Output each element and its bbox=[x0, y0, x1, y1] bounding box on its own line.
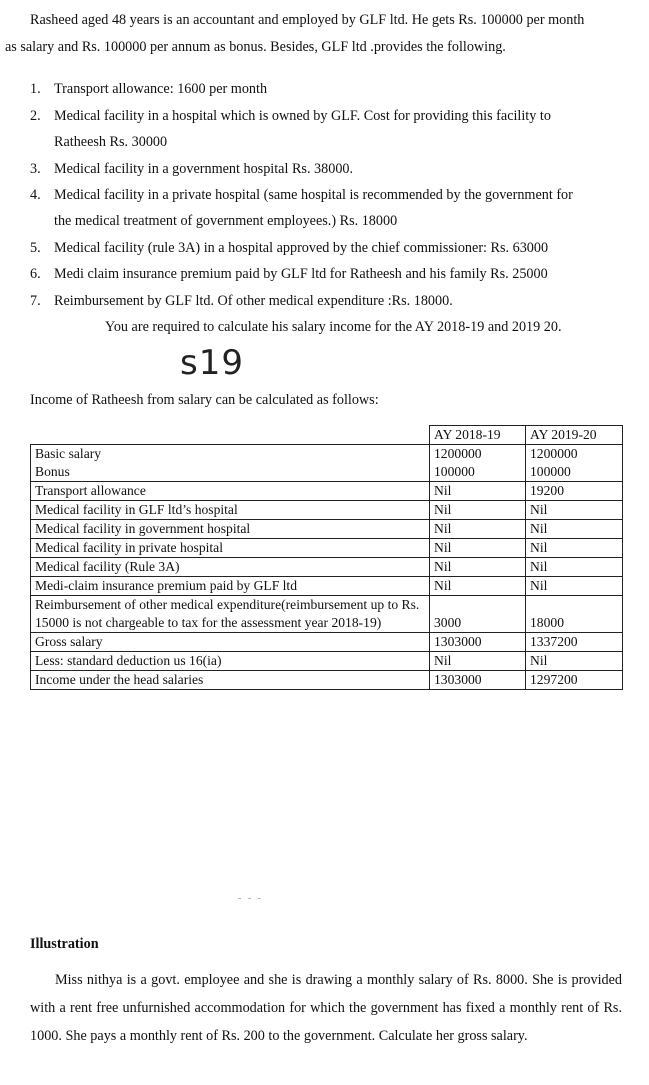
list-text-continued: Ratheesh Rs. 30000 bbox=[54, 134, 168, 150]
list-text: Medical facility in a private hospital (same hospital is recommended by the government for bbox=[54, 187, 573, 203]
table-row bbox=[31, 596, 623, 633]
row-label: Medical facility in government hospital bbox=[31, 520, 430, 539]
faint-dash-mark: - - - bbox=[238, 893, 263, 904]
table-header-row bbox=[31, 426, 623, 445]
table-row bbox=[31, 539, 623, 558]
list-text: Medical facility in a government hospital Rs. 38000. bbox=[54, 161, 354, 177]
row-label: Bonus bbox=[31, 463, 430, 482]
list-item bbox=[30, 187, 573, 204]
illustration-body: Miss nithya is a govt. employee and she is drawing a monthly salary of Rs. 8000. She is provided with a rent free unfurnished accommodation for which the government has fixed a monthly rent of Rs. 1000. She pays a monthly rent of Rs. 200 to the government. Calculate her gross salary. bbox=[30, 972, 622, 1044]
row-label: Reimbursement of other medical expenditure(reimbursement up to Rs. 15000 is not chargeable to tax for the assessment year 2018-19) bbox=[31, 596, 430, 633]
value-2019-20: 18000 bbox=[526, 596, 623, 633]
intro-line-2: as salary and Rs. 100000 per annum as bonus. Besides, GLF ltd .provides the following. bbox=[5, 39, 506, 55]
value-2018-19: 1303000 bbox=[430, 633, 526, 652]
table-row bbox=[31, 463, 623, 482]
list-text: Reimbursement by GLF ltd. Of other medical expenditure :Rs. 18000. bbox=[54, 293, 453, 309]
value-2018-19: Nil bbox=[430, 539, 526, 558]
header-cell-blank bbox=[31, 426, 430, 445]
list-number: 1. bbox=[30, 81, 41, 97]
row-label: Less: standard deduction us 16(ia) bbox=[31, 652, 430, 671]
list-item bbox=[30, 81, 267, 98]
value-2019-20: Nil bbox=[526, 539, 623, 558]
table-row bbox=[31, 633, 623, 652]
list-number: 2. bbox=[30, 108, 41, 124]
header-cell-ay-2019-20: AY 2019-20 bbox=[526, 426, 623, 445]
value-2018-19: Nil bbox=[430, 520, 526, 539]
value-2019-20: Nil bbox=[526, 520, 623, 539]
row-label: Medical facility (Rule 3A) bbox=[31, 558, 430, 577]
table-row bbox=[31, 482, 623, 501]
row-label: Medi-claim insurance premium paid by GLF ltd bbox=[31, 577, 430, 596]
illustration-title: Illustration bbox=[30, 936, 99, 952]
value-2018-19: 100000 bbox=[430, 463, 526, 482]
row-label: Income under the head salaries bbox=[31, 671, 430, 690]
table-row bbox=[31, 671, 623, 690]
value-2018-19: Nil bbox=[430, 558, 526, 577]
row-label: Medical facility in GLF ltd’s hospital bbox=[31, 501, 430, 520]
list-text: Medical facility (rule 3A) in a hospital approved by the chief commissioner: Rs. 63000 bbox=[54, 240, 549, 256]
list-text: Medi claim insurance premium paid by GLF ltd for Ratheesh and his family Rs. 25000 bbox=[54, 266, 548, 282]
row-label: Medical facility in private hospital bbox=[31, 539, 430, 558]
row-label: Gross salary bbox=[31, 633, 430, 652]
value-2018-19: Nil bbox=[430, 482, 526, 501]
value-2018-19: Nil bbox=[430, 652, 526, 671]
list-item bbox=[30, 108, 551, 125]
value-2019-20: Nil bbox=[526, 577, 623, 596]
value-2019-20: 1297200 bbox=[526, 671, 623, 690]
value-2019-20: Nil bbox=[526, 652, 623, 671]
table-row bbox=[31, 577, 623, 596]
table-row bbox=[31, 558, 623, 577]
table-row bbox=[31, 652, 623, 671]
value-2019-20: 19200 bbox=[526, 482, 623, 501]
row-label: Transport allowance bbox=[31, 482, 430, 501]
header-cell-ay-2018-19: AY 2018-19 bbox=[430, 426, 526, 445]
table-row bbox=[31, 445, 623, 464]
list-item bbox=[30, 293, 453, 310]
list-number: 5. bbox=[30, 240, 41, 256]
value-2019-20: 1200000 bbox=[526, 445, 623, 464]
handwritten-note: s19 bbox=[180, 343, 244, 383]
list-number: 4. bbox=[30, 187, 41, 203]
value-2018-19: Nil bbox=[430, 501, 526, 520]
value-2019-20: Nil bbox=[526, 501, 623, 520]
value-2019-20: Nil bbox=[526, 558, 623, 577]
list-text: Medical facility in a hospital which is owned by GLF. Cost for providing this facility to bbox=[54, 108, 551, 124]
value-2019-20: 100000 bbox=[526, 463, 623, 482]
value-2018-19: Nil bbox=[430, 577, 526, 596]
income-intro: Income of Ratheesh from salary can be calculated as follows: bbox=[30, 392, 379, 408]
requirement-text: You are required to calculate his salary income for the AY 2018-19 and 2019 20. bbox=[105, 319, 562, 335]
table-row bbox=[31, 501, 623, 520]
salary-table bbox=[30, 425, 623, 690]
value-2018-19: 3000 bbox=[430, 596, 526, 633]
table-row bbox=[31, 520, 623, 539]
value-2018-19: 1200000 bbox=[430, 445, 526, 464]
list-item bbox=[30, 266, 548, 283]
value-2019-20: 1337200 bbox=[526, 633, 623, 652]
list-text: Transport allowance: 1600 per month bbox=[54, 81, 268, 97]
list-number: 6. bbox=[30, 266, 41, 282]
row-label: Basic salary bbox=[31, 445, 430, 464]
list-text-continued: the medical treatment of government employees.) Rs. 18000 bbox=[54, 213, 398, 229]
list-item bbox=[30, 161, 353, 178]
value-2018-19: 1303000 bbox=[430, 671, 526, 690]
intro-line-1: Rasheed aged 48 years is an accountant and employed by GLF ltd. He gets Rs. 100000 per month bbox=[30, 12, 585, 28]
list-item bbox=[30, 240, 548, 257]
list-number: 3. bbox=[30, 161, 41, 177]
list-number: 7. bbox=[30, 293, 41, 309]
